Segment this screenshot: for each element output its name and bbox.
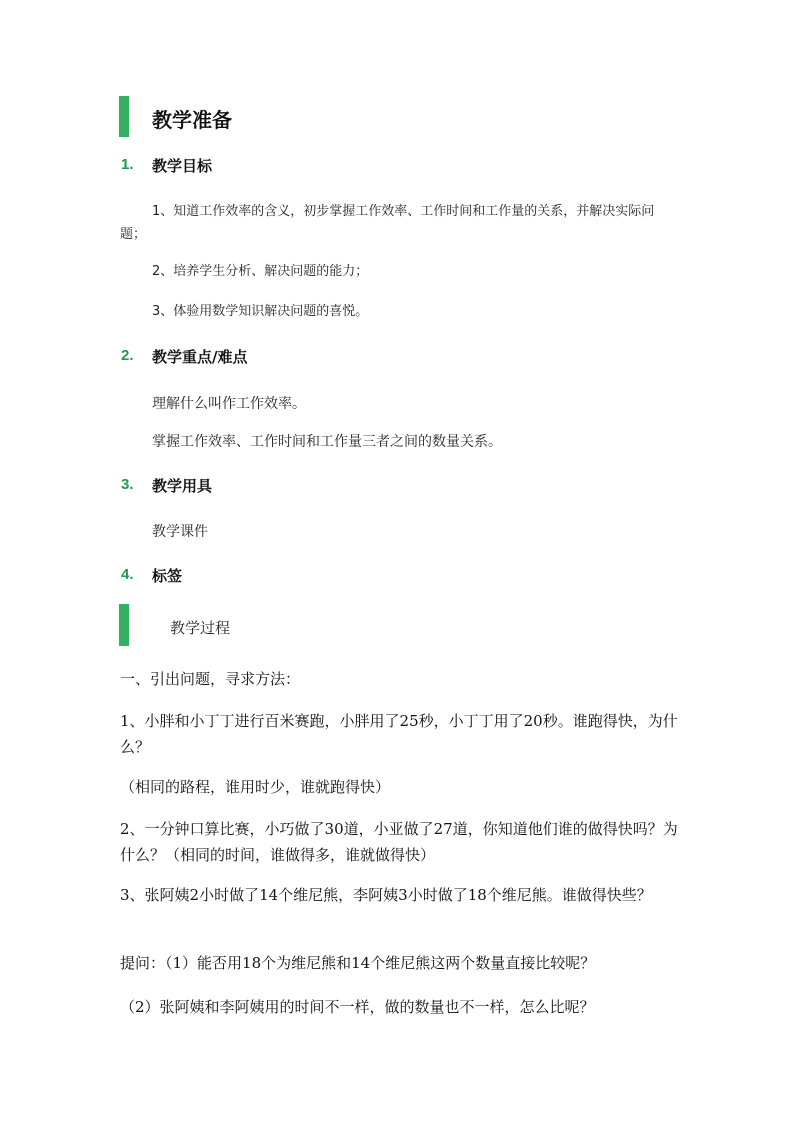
objective-3: 3、体验用数学知识解决问题的喜悦。 xyxy=(152,304,369,319)
answer-1: （相同的路程，谁用时少，谁就跑得快） xyxy=(120,778,391,796)
keypoint-2: 掌握工作效率、工作时间和工作量三者之间的数量关系。 xyxy=(152,434,502,450)
title-accent-bar xyxy=(119,96,129,137)
question-3: 3、张阿姨2小时做了14个维尼熊，李阿姨3小时做了18个维尼熊。谁做得快些？ xyxy=(120,886,652,904)
keypoint-1: 理解什么叫作工作效率。 xyxy=(152,396,306,412)
section-number-3: 3. xyxy=(121,476,134,493)
section-number-4: 4. xyxy=(121,566,134,583)
section-title-tools: 教学用具 xyxy=(152,477,213,495)
process-intro: 一、引出问题，寻求方法： xyxy=(120,670,301,688)
section-number-2: 2. xyxy=(121,347,134,364)
objective-2: 2、培养学生分析、解决问题的能力； xyxy=(152,264,369,279)
prompt-2: （2）张阿姨和李阿姨用的时间不一样，做的数量也不一样，怎么比呢？ xyxy=(120,998,595,1016)
question-2: 2、一分钟口算比赛，小巧做了30道，小亚做了27道，你知道他们谁的做得快吗？为什么？（相同的时间，谁做得多，谁就做得快） xyxy=(120,820,678,864)
page-title: 教学准备 xyxy=(152,108,232,132)
section-number-1: 1. xyxy=(121,156,134,173)
prompt-1: 提问：（1）能否用18个为维尼熊和14个维尼熊这两个数量直接比较呢？ xyxy=(120,954,596,972)
objective-1: 1、知道工作效率的含义，初步掌握工作效率、工作时间和工作量的关系，并解决实际问题； xyxy=(120,204,655,242)
tools-text: 教学课件 xyxy=(152,524,208,540)
section-title-objectives: 教学目标 xyxy=(152,157,213,175)
section-title-keypoints: 教学重点/难点 xyxy=(152,348,248,366)
section-title-tags: 标签 xyxy=(152,567,183,585)
question-1: 1、小胖和小丁丁进行百米赛跑，小胖用了25秒，小丁丁用了20秒。谁跑得快，为什么？ xyxy=(120,712,678,756)
process-title: 教学过程 xyxy=(170,619,231,637)
process-accent-bar xyxy=(119,604,129,646)
